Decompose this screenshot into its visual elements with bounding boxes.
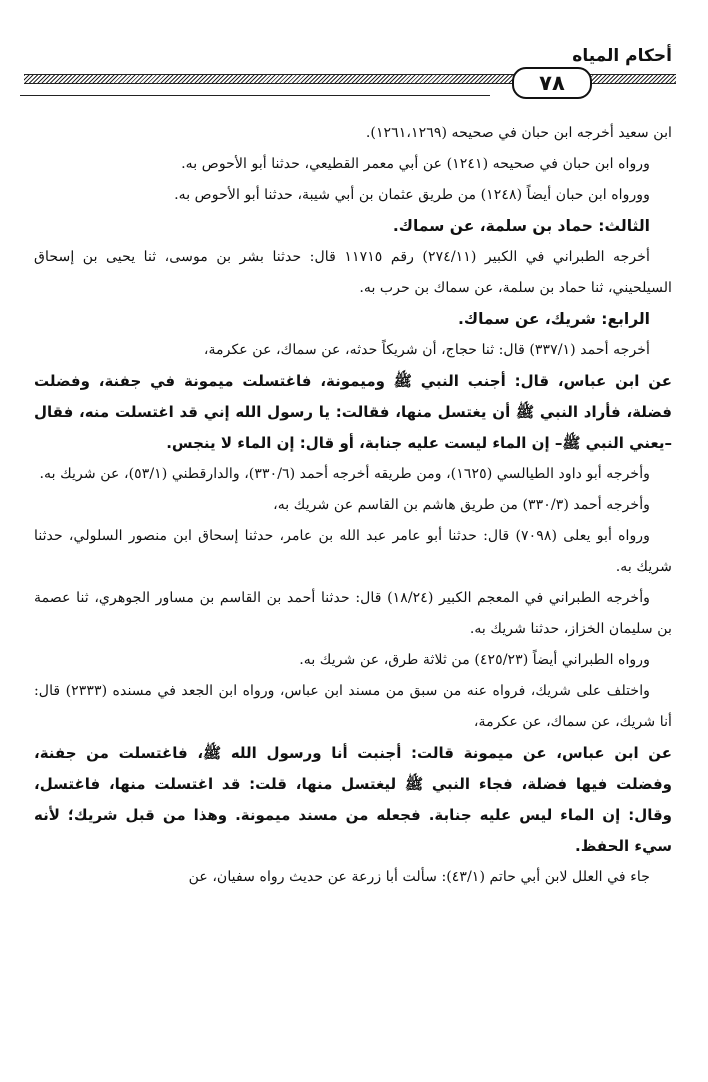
body-paragraph: وأخرجه أبو داود الطيالسي (١٦٢٥)، ومن طريقه أخرجه أحمد (٣٣٠/٦)، والدارقطني (٥٣/١)، عن شريك به. <box>39 466 650 482</box>
hadith-text: عن ابن عباس، عن ميمونة قالت: أجنبت أنا ورسول الله ﷺ، فاغتسلت من جفنة، وفضلت فيها فضلة، فجاء النبي ﷺ ليغتسل منها، قلت: قد اغتسلت منها، فاغتسل، وقال: إن الماء ليس عليه جنابة. فجعله من مسند ميمونة. وهذا من قبل شريك؛ لأنه سيء الحفظ. <box>34 744 672 855</box>
body-paragraph: ورواه أبو يعلى (٧٠٩٨) قال: حدثنا أبو عامر عبد الله بن عامر، حدثنا إسحاق ابن منصور السلولي، حدثنا شريك به. <box>34 528 672 575</box>
body-paragraph: أخرجه أحمد (٣٣٧/١) قال: ثنا حجاج، أن شريكاً حدثه، عن سماك، عن عكرمة، <box>203 342 650 358</box>
body-paragraph: ورواه ابن حبان في صحيحه (١٢٤١) عن أبي معمر القطيعي، حدثنا أبو الأحوص به. <box>181 156 650 172</box>
body-paragraph: وأخرجه أحمد (٣٣٠/٣) من طريق هاشم بن القاسم عن شريك به، <box>273 497 650 513</box>
header-rule <box>20 95 490 96</box>
body-paragraph: جاء في العلل لابن أبي حاتم (٤٣/١): سألت أبا زرعة عن حديث رواه سفيان، عن <box>188 869 650 885</box>
body-paragraph: وورواه ابن حبان أيضاً (١٢٤٨) من طريق عثمان بن أبي شيبة، حدثنا أبو الأحوص به. <box>174 187 650 203</box>
hadith-text: عن ابن عباس، قال: أجنب النبي ﷺ وميمونة، فاغتسلت ميمونة في جفنة، وفضلت فضلة، فأراد النبي ﷺ أن يغتسل منها، فقالت: يا رسول الله إني قد اغتسلت منه، فقال –يعني النبي ﷺ– إن الماء ليست عليه جنابة، أو قال: إن الماء لا ينجس. <box>34 372 672 452</box>
page-body <box>34 118 672 893</box>
page-number-badge: ٧٨ <box>512 67 592 99</box>
section-heading: الرابع: شريك، عن سماك. <box>458 310 650 328</box>
body-paragraph: أخرجه الطبراني في الكبير (٢٧٤/١١) رقم ١١٧١٥ قال: حدثنا بشر بن موسى، ثنا يحيى بن إسحاق السيلحيني، ثنا حماد بن سلمة، عن سماك بن حرب به. <box>34 249 672 296</box>
running-title: أحكام المياه <box>572 46 672 66</box>
section-heading: الثالث: حماد بن سلمة، عن سماك. <box>392 217 650 235</box>
body-paragraph: وأخرجه الطبراني في المعجم الكبير (١٨/٢٤) قال: حدثنا أحمد بن القاسم بن مساور الجوهري، ثنا عصمة بن سليمان الخزاز، حدثنا شريك به. <box>34 590 672 637</box>
page-header <box>20 40 680 110</box>
body-paragraph: ابن سعيد أخرجه ابن حبان في صحيحه (١٢٦١،١٢٦٩). <box>365 125 672 141</box>
body-paragraph: واختلف على شريك، فرواه عنه من سبق من مسند ابن عباس، ورواه ابن الجعد في مسنده (٢٣٣٣) قال: أنا شريك، عن سماك، عن عكرمة، <box>34 683 672 730</box>
body-paragraph: ورواه الطبراني أيضاً (٤٢٥/٢٣) من ثلاثة طرق، عن شريك به. <box>299 652 650 668</box>
